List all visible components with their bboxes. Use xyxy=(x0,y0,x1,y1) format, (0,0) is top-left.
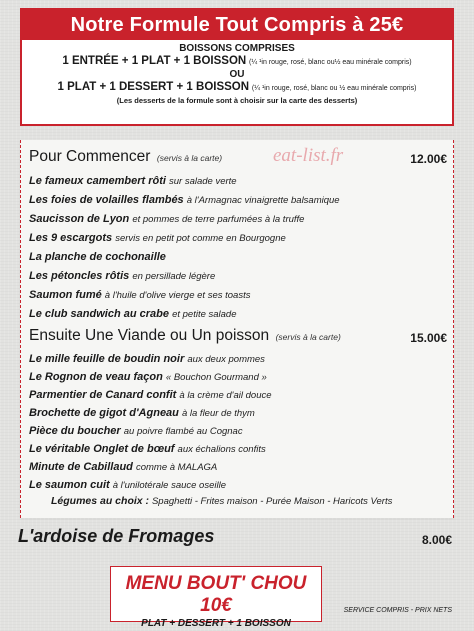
legumes-label: Légumes au choix : xyxy=(51,495,150,507)
item-desc: à la crème d'ail douce xyxy=(179,390,272,401)
menu-item xyxy=(29,371,267,383)
menu-panel xyxy=(20,140,454,518)
section-note: (servis à la carte) xyxy=(275,332,341,342)
item-name: Le saumon cuit xyxy=(29,479,110,491)
item-desc: au poivre flambé au Cognac xyxy=(123,426,243,437)
item-name: Le fameux camembert rôti xyxy=(29,175,166,187)
formula-box xyxy=(20,8,454,126)
menu-item xyxy=(29,194,340,206)
item-name: Le véritable Onglet de bœuf xyxy=(29,443,175,455)
section-note: (servis à la carte) xyxy=(156,153,223,163)
menu-item xyxy=(29,407,255,419)
formula-footnote: (Les desserts de la formule sont à choisir sur la carte des desserts) xyxy=(116,96,358,105)
menu-item xyxy=(29,479,226,491)
fromages-price: 8.00€ xyxy=(421,533,452,547)
menu-item xyxy=(29,289,250,301)
item-name: Saucisson de Lyon xyxy=(29,213,130,225)
section-price: 15.00€ xyxy=(410,331,447,345)
item-desc: à l'unilotérale sauce oseille xyxy=(112,480,226,491)
legumes-line xyxy=(51,495,392,507)
item-desc: à l'Armagnac vinaigrette balsamique xyxy=(186,195,340,206)
bout-chou-box xyxy=(110,566,322,629)
option-2-main: 1 PLAT + 1 DESSERT + 1 BOISSON xyxy=(57,81,250,93)
menu-item xyxy=(29,389,272,401)
item-name: Brochette de gigot d'Agneau xyxy=(29,407,179,419)
formula-body xyxy=(22,40,452,107)
menu-item xyxy=(29,461,217,473)
item-name: Saumon fumé xyxy=(29,289,102,301)
section-title: Pour Commencer xyxy=(29,148,151,165)
legumes-list: Spaghetti - Frites maison - Purée Maison - Haricots Verts xyxy=(151,496,393,507)
bout-chou-subtitle: PLAT + DESSERT + 1 BOISSON xyxy=(141,618,291,629)
menu-item xyxy=(29,213,304,225)
item-name: Les foies de volailles flambés xyxy=(29,194,184,206)
boissons-comprises: BOISSONS COMPRISES xyxy=(179,43,295,54)
menu-item xyxy=(29,270,215,282)
item-desc: aux échalions confits xyxy=(177,444,266,455)
item-desc: en persillade légère xyxy=(132,271,216,282)
section-title: Ensuite Une Viande ou Un poisson xyxy=(29,327,270,344)
option-1-main: 1 ENTRÉE + 1 PLAT + 1 BOISSON xyxy=(62,55,247,67)
menu-item xyxy=(29,425,243,437)
item-desc: comme à MALAGA xyxy=(135,462,218,473)
item-desc: sur salade verte xyxy=(169,176,237,187)
item-name: Parmentier de Canard confit xyxy=(29,389,177,401)
menu-item xyxy=(29,353,265,365)
item-desc: à la fleur de thym xyxy=(181,408,255,419)
item-desc: à l'huile d'olive vierge et ses toasts xyxy=(104,290,251,301)
section-header-starters xyxy=(29,148,222,166)
item-desc: aux deux pommes xyxy=(187,354,265,365)
menu-item xyxy=(29,232,286,244)
section-price: 12.00€ xyxy=(410,152,447,166)
item-desc: servis en petit pot comme en Bourgogne xyxy=(115,233,286,244)
item-name: Minute de Cabillaud xyxy=(29,461,133,473)
menu-item xyxy=(29,251,166,263)
item-desc: et pommes de terre parfumées à la truffe xyxy=(132,214,305,225)
item-name: La planche de cochonaille xyxy=(29,251,166,263)
bout-chou-title: MENU BOUT' CHOU 10€ xyxy=(125,573,307,616)
item-desc: « Bouchon Gourmand » xyxy=(165,372,267,383)
section-header-mains xyxy=(29,327,341,345)
item-name: Le Rognon de veau façon xyxy=(29,371,163,383)
menu-item xyxy=(29,443,266,455)
option-2-note: (¼ ¹in rouge, rosé, blanc ou ½ eau minérale compris) xyxy=(251,85,417,92)
item-name: Les 9 escargots xyxy=(29,232,113,244)
formula-option-1 xyxy=(22,55,452,69)
menu-item xyxy=(29,308,237,320)
formula-title: Notre Formule Tout Compris à 25€ xyxy=(22,10,452,40)
watermark: eat-list.fr xyxy=(273,145,344,166)
fromages-title: L'ardoise de Fromages xyxy=(18,526,215,546)
formula-ou: OU xyxy=(229,69,245,80)
item-name: Pièce du boucher xyxy=(29,425,121,437)
service-note: SERVICE COMPRIS - PRIX NETS xyxy=(343,607,452,614)
item-name: Le mille feuille de boudin noir xyxy=(29,353,185,365)
formula-option-2 xyxy=(22,81,452,95)
item-desc: et petite salade xyxy=(172,309,237,320)
option-1-note: (¼ ¹in rouge, rosé, blanc ou½ eau minérale compris) xyxy=(248,59,412,66)
item-name: Le club sandwich au crabe xyxy=(29,308,169,320)
menu-item xyxy=(29,175,237,187)
item-name: Les pétoncles rôtis xyxy=(29,270,130,282)
